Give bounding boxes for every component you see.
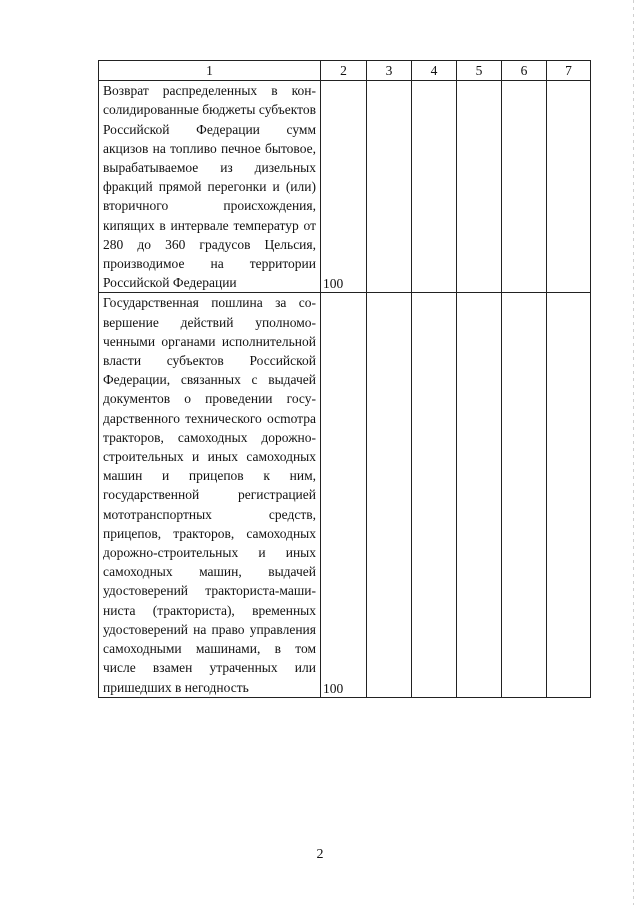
column-header-6: 6 [502, 61, 547, 81]
column-header-4: 4 [412, 61, 457, 81]
column-header-2: 2 [321, 61, 367, 81]
empty-cell [367, 293, 412, 697]
column-header-1: 1 [99, 61, 321, 81]
table-row [99, 81, 591, 293]
row-percent-text: 100 [323, 276, 344, 292]
empty-cell [547, 81, 591, 293]
empty-cell [547, 293, 591, 697]
empty-cell [502, 81, 547, 293]
row-percent-value [321, 293, 367, 697]
empty-cell [502, 293, 547, 697]
page-number: 2 [316, 847, 324, 862]
row-percent-text: 100 [323, 680, 344, 696]
table-row [99, 293, 591, 697]
row-description: Государственная пошлина за совершение действий уполномоченными органами исполнительной власти субъектов Российской Федерации, связанных с выдачей документов о проведении государственного технического осmотра тракторов, самоходных дорожно-строительных и иных самоходных машин и прицепов к ним, государственной регистрацией мототранспортных средств, прицепов, тракторов, самоходных дорожно-строительных и иных самоходных машин, выдачей удостоверений тракториста-маши-ниста (тракториста), временных удостоверений на право управления самоходными машинами, в том числе взамен утраченных или пришедших в негодность [99, 293, 321, 697]
empty-cell [457, 293, 502, 697]
table-header-row [99, 61, 591, 81]
empty-cell [367, 81, 412, 293]
column-header-7: 7 [547, 61, 591, 81]
row-description: Возврат распределенных в консолидированные бюджеты субъектов Российской Федерации сумм акцизов на топливо печное бытовое, вырабатываемое из дизельных фракций прямой перегонки и (или) вторичного происхождения, кипящих в интервале температур от 280 до 360 градусов Цельсия, производимое на территории Российской Федерации [99, 81, 321, 293]
scan-edge-line [633, 0, 634, 905]
row-percent-value [321, 81, 367, 293]
column-header-3: 3 [367, 61, 412, 81]
empty-cell [457, 81, 502, 293]
empty-cell [412, 293, 457, 697]
empty-cell [412, 81, 457, 293]
budget-table [98, 60, 591, 698]
column-header-5: 5 [457, 61, 502, 81]
